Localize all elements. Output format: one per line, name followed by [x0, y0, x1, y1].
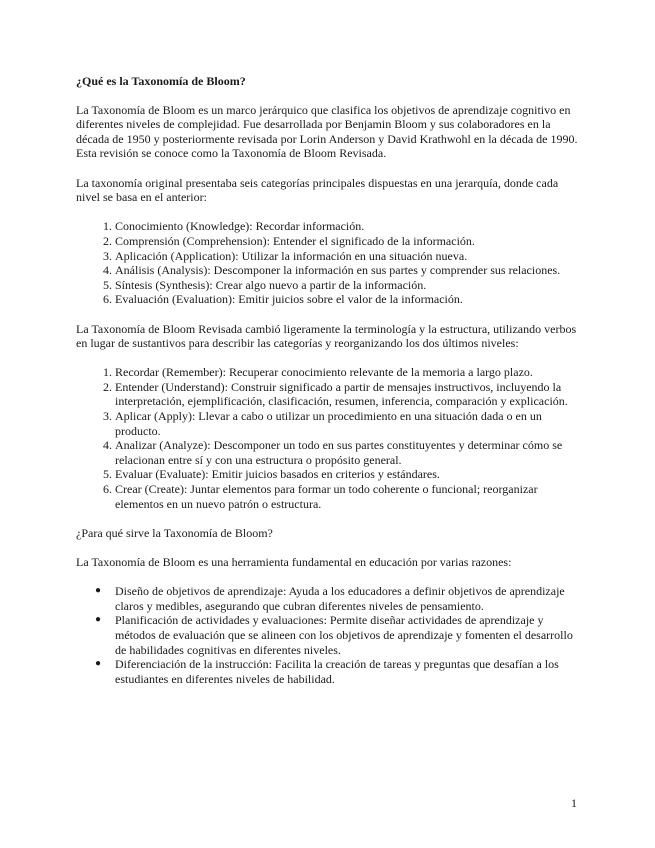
list-item: 4. Análisis (Analysis): Descomponer la información en sus partes y comprender sus relaciones.: [115, 263, 580, 278]
list-item: 1. Conocimiento (Knowledge): Recordar información.: [115, 219, 580, 234]
original-intro-paragraph: La taxonomía original presentaba seis categorías principales dispuestas en una jerarquía, donde cada nivel se basa en el anterior:: [76, 175, 559, 205]
page-number: 1: [571, 796, 577, 810]
document-title: ¿Qué es la Taxonomía de Bloom?: [76, 74, 246, 88]
list-item: [95, 657, 580, 686]
list-item: 5. Síntesis (Synthesis): Crear algo nuevo a partir de la información.: [115, 278, 580, 293]
list-item: 2. Entender (Understand): Construir significado a partir de mensajes instructivos, incluyendo la interpretación, ejemplificación, clasificación, resumen, inferencia, comparación y explicación.: [115, 380, 580, 409]
bullet-icon: ●: [95, 658, 102, 670]
list-item-text: Diferenciación de la instrucción: Facilita la creación de tareas y preguntas que desafían a los estudiantes en diferentes niveles de habilidad.: [115, 657, 559, 686]
revised-taxonomy-list: [76, 365, 580, 511]
revised-intro-paragraph: La Taxonomía de Bloom Revisada cambió ligeramente la terminología y la estructura, utilizando verbos en lugar de sustantivos para describir las categorías y reorganizando los dos últimos niveles:: [76, 321, 577, 351]
list-item: 3. Aplicación (Application): Utilizar la información en una situación nueva.: [115, 249, 580, 264]
purpose-intro-paragraph: La Taxonomía de Bloom es una herramienta fundamental en educación por varias razones:: [76, 555, 512, 569]
list-item-text: Planificación de actividades y evaluaciones: Permite diseñar actividades de aprendizaje y métodos de evaluación que se alineen con los objetivos de aprendizaje y fomenten el desarrollo de habilidades cognitivas en diferentes niveles.: [115, 613, 573, 657]
list-item-text: Diseño de objetivos de aprendizaje: Ayuda a los educadores a definir objetivos de aprendizaje claros y medibles, asegurando que cubran diferentes niveles de pensamiento.: [115, 584, 565, 613]
list-item: 6. Evaluación (Evaluation): Emitir juicios sobre el valor de la información.: [115, 292, 580, 307]
bullet-icon: ●: [95, 585, 102, 597]
list-item: 1. Recordar (Remember): Recuperar conocimiento relevante de la memoria a largo plazo.: [115, 365, 580, 380]
document-page: [76, 74, 580, 701]
list-item: [95, 584, 580, 613]
purpose-heading: ¿Para qué sirve la Taxonomía de Bloom?: [76, 525, 273, 540]
original-taxonomy-list: [76, 219, 580, 307]
intro-paragraph: La Taxonomía de Bloom es un marco jerárquico que clasifica los objetivos de aprendizaje cognitivo en diferentes niveles de complejidad. Fue desarrollada por Benjamin Bloom y sus colaboradores en la década de 1950 y posteriormente revisada por Lorin Anderson y David Krathwohl en la década de 1990. Esta revisión se conoce como la Taxonomía de Bloom Revisada.: [76, 102, 578, 161]
list-item: 5. Evaluar (Evaluate): Emitir juicios basados en criterios y estándares.: [115, 467, 580, 482]
list-item: 4. Analizar (Analyze): Descomponer un todo en sus partes constituyentes y determinar cómo se relacionan entre sí y con una estructura o propósito general.: [115, 438, 580, 467]
list-item: 6. Crear (Create): Juntar elementos para formar un todo coherente o funcional; reorganizar elementos en un nuevo patrón o estructura.: [115, 482, 580, 511]
bullet-icon: ●: [95, 614, 102, 626]
list-item: 3. Aplicar (Apply): Llevar a cabo o utilizar un procedimiento en una situación dada o en un producto.: [115, 409, 580, 438]
list-item: 2. Comprensión (Comprehension): Entender el significado de la información.: [115, 234, 580, 249]
purpose-list: [76, 584, 580, 686]
list-item: [95, 613, 580, 657]
